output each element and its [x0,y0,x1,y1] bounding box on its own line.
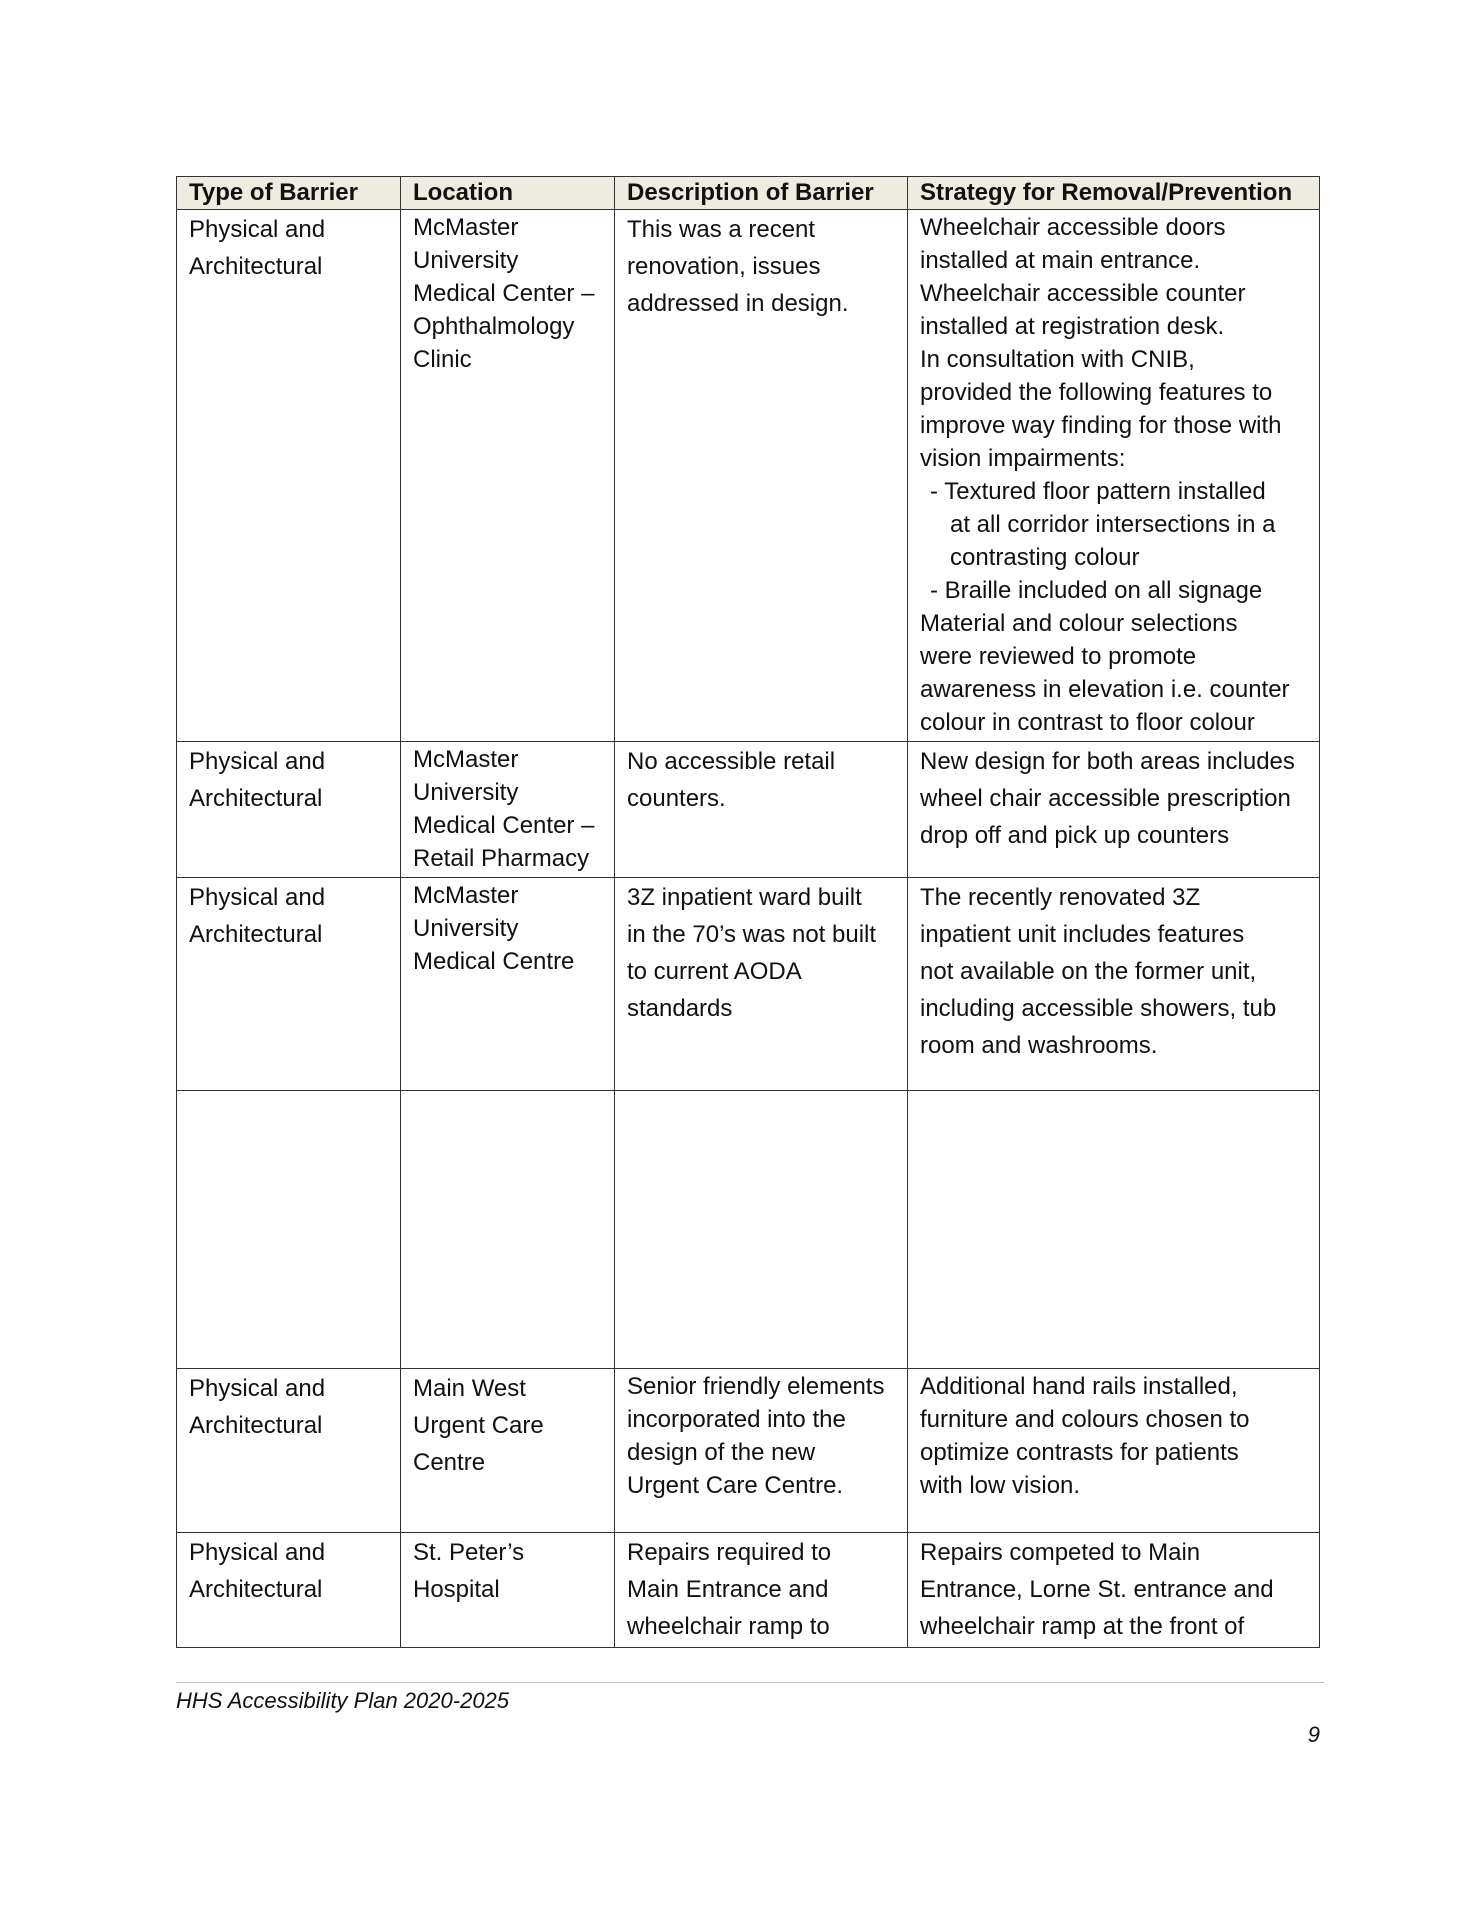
cell-line: incorporated into the [627,1406,846,1433]
table-row-empty [177,1091,1320,1369]
cell-line: including accessible showers, tub [920,995,1277,1022]
cell-line: addressed in design. [627,290,849,317]
cell-line: Medical Center – [413,812,595,839]
cell-line: Ophthalmology [413,313,575,340]
cell-line: counters. [627,785,726,812]
cell-line: provided the following features to [920,379,1273,406]
cell-location [401,1533,615,1648]
cell-line: Repairs competed to Main [920,1539,1201,1566]
cell-description [615,742,908,878]
cell-line: No accessible retail [627,748,836,775]
cell-line: Physical and [189,748,326,775]
header-location: Location [401,177,615,210]
cell-line: awareness in elevation i.e. counter [920,676,1290,703]
cell-line: not available on the former unit, [920,958,1257,985]
cell-line: Architectural [189,921,323,948]
header-type-of-barrier: Type of Barrier [177,177,401,210]
cell-line: design of the new [627,1439,816,1466]
footer-divider [176,1682,1324,1683]
cell-line: Architectural [189,1412,323,1439]
cell-line: University [413,915,519,942]
page-number: 9 [1307,1722,1320,1747]
cell-line: Wheelchair accessible doors [920,214,1226,241]
cell-location [401,1091,615,1369]
cell-line: wheel chair accessible prescription [920,785,1291,812]
header-description-of-barrier: Description of Barrier [615,177,908,210]
cell-line: Main West [413,1375,526,1402]
header-strategy: Strategy for Removal/Prevention [908,177,1320,210]
cell-line: New design for both areas includes [920,748,1295,775]
cell-line: McMaster [413,214,519,241]
cell-line: McMaster [413,746,519,773]
cell-line: Clinic [413,346,472,373]
cell-description [615,1533,908,1648]
cell-line: Physical and [189,1375,326,1402]
cell-line: in the 70’s was not built [627,921,877,948]
cell-description [615,878,908,1091]
cell-line: Hospital [413,1576,500,1603]
cell-line: Medical Centre [413,948,575,975]
cell-line: with low vision. [920,1472,1081,1499]
cell-description [615,1369,908,1533]
cell-line: Medical Center – [413,280,595,307]
bullet-continuation: at all corridor intersections in a [950,511,1276,538]
cell-line: Architectural [189,785,323,812]
cell-strategy [908,1369,1320,1533]
cell-type [177,878,401,1091]
cell-line: Entrance, Lorne St. entrance and [920,1576,1274,1603]
barrier-table [176,176,1320,1648]
table-row [177,1369,1320,1533]
cell-strategy [908,210,1320,742]
cell-line: Physical and [189,1539,326,1566]
cell-line: Main Entrance and [627,1576,829,1603]
cell-type [177,1533,401,1648]
cell-line: installed at main entrance. [920,247,1201,274]
cell-line: Material and colour selections [920,610,1238,637]
table-header-row [177,177,1320,210]
cell-strategy [908,1533,1320,1648]
cell-type [177,1091,401,1369]
cell-description [615,210,908,742]
cell-line: Architectural [189,253,323,280]
cell-line: renovation, issues [627,253,821,280]
cell-line: drop off and pick up counters [920,822,1230,849]
cell-description [615,1091,908,1369]
cell-line: This was a recent [627,216,816,243]
cell-line: improve way finding for those with [920,412,1282,439]
cell-line: Centre [413,1449,486,1476]
cell-line: room and washrooms. [920,1032,1158,1059]
cell-location [401,1369,615,1533]
cell-line: University [413,779,519,806]
cell-line: McMaster [413,882,519,909]
cell-type [177,1369,401,1533]
cell-line: Repairs required to [627,1539,832,1566]
cell-line: Physical and [189,884,326,911]
cell-line: Physical and [189,216,326,243]
bullet-continuation: contrasting colour [950,544,1140,571]
cell-line: to current AODA [627,958,802,985]
bullet-item: - Braille included on all signage [930,577,1263,604]
cell-line: were reviewed to promote [920,643,1197,670]
cell-line: colour in contrast to floor colour [920,709,1255,736]
bullet-item: - Textured floor pattern installed [930,478,1266,505]
cell-line: vision impairments: [920,445,1126,472]
cell-location [401,878,615,1091]
table-row [177,210,1320,742]
cell-line: standards [627,995,733,1022]
table-row [177,1533,1320,1648]
cell-line: The recently renovated 3Z [920,884,1201,911]
cell-strategy [908,878,1320,1091]
cell-strategy [908,1091,1320,1369]
cell-line: Wheelchair accessible counter [920,280,1246,307]
cell-line: Urgent Care Centre. [627,1472,844,1499]
cell-line: Additional hand rails installed, [920,1373,1238,1400]
table-row [177,878,1320,1091]
cell-line: installed at registration desk. [920,313,1225,340]
cell-line: Senior friendly elements [627,1373,885,1400]
cell-line: inpatient unit includes features [920,921,1245,948]
cell-strategy [908,742,1320,878]
cell-line: University [413,247,519,274]
table-row [177,742,1320,878]
cell-line: optimize contrasts for patients [920,1439,1239,1466]
cell-location [401,742,615,878]
cell-type [177,742,401,878]
cell-line: furniture and colours chosen to [920,1406,1250,1433]
cell-type [177,210,401,742]
cell-line: Urgent Care [413,1412,544,1439]
cell-line: In consultation with CNIB, [920,346,1195,373]
cell-line: Architectural [189,1576,323,1603]
cell-line: wheelchair ramp at the front of [920,1613,1245,1640]
footer-title: HHS Accessibility Plan 2020-2025 [176,1688,510,1713]
cell-line: St. Peter’s [413,1539,525,1566]
cell-line: 3Z inpatient ward built [627,884,862,911]
cell-line: wheelchair ramp to [627,1613,830,1640]
cell-location [401,210,615,742]
cell-line: Retail Pharmacy [413,845,590,872]
